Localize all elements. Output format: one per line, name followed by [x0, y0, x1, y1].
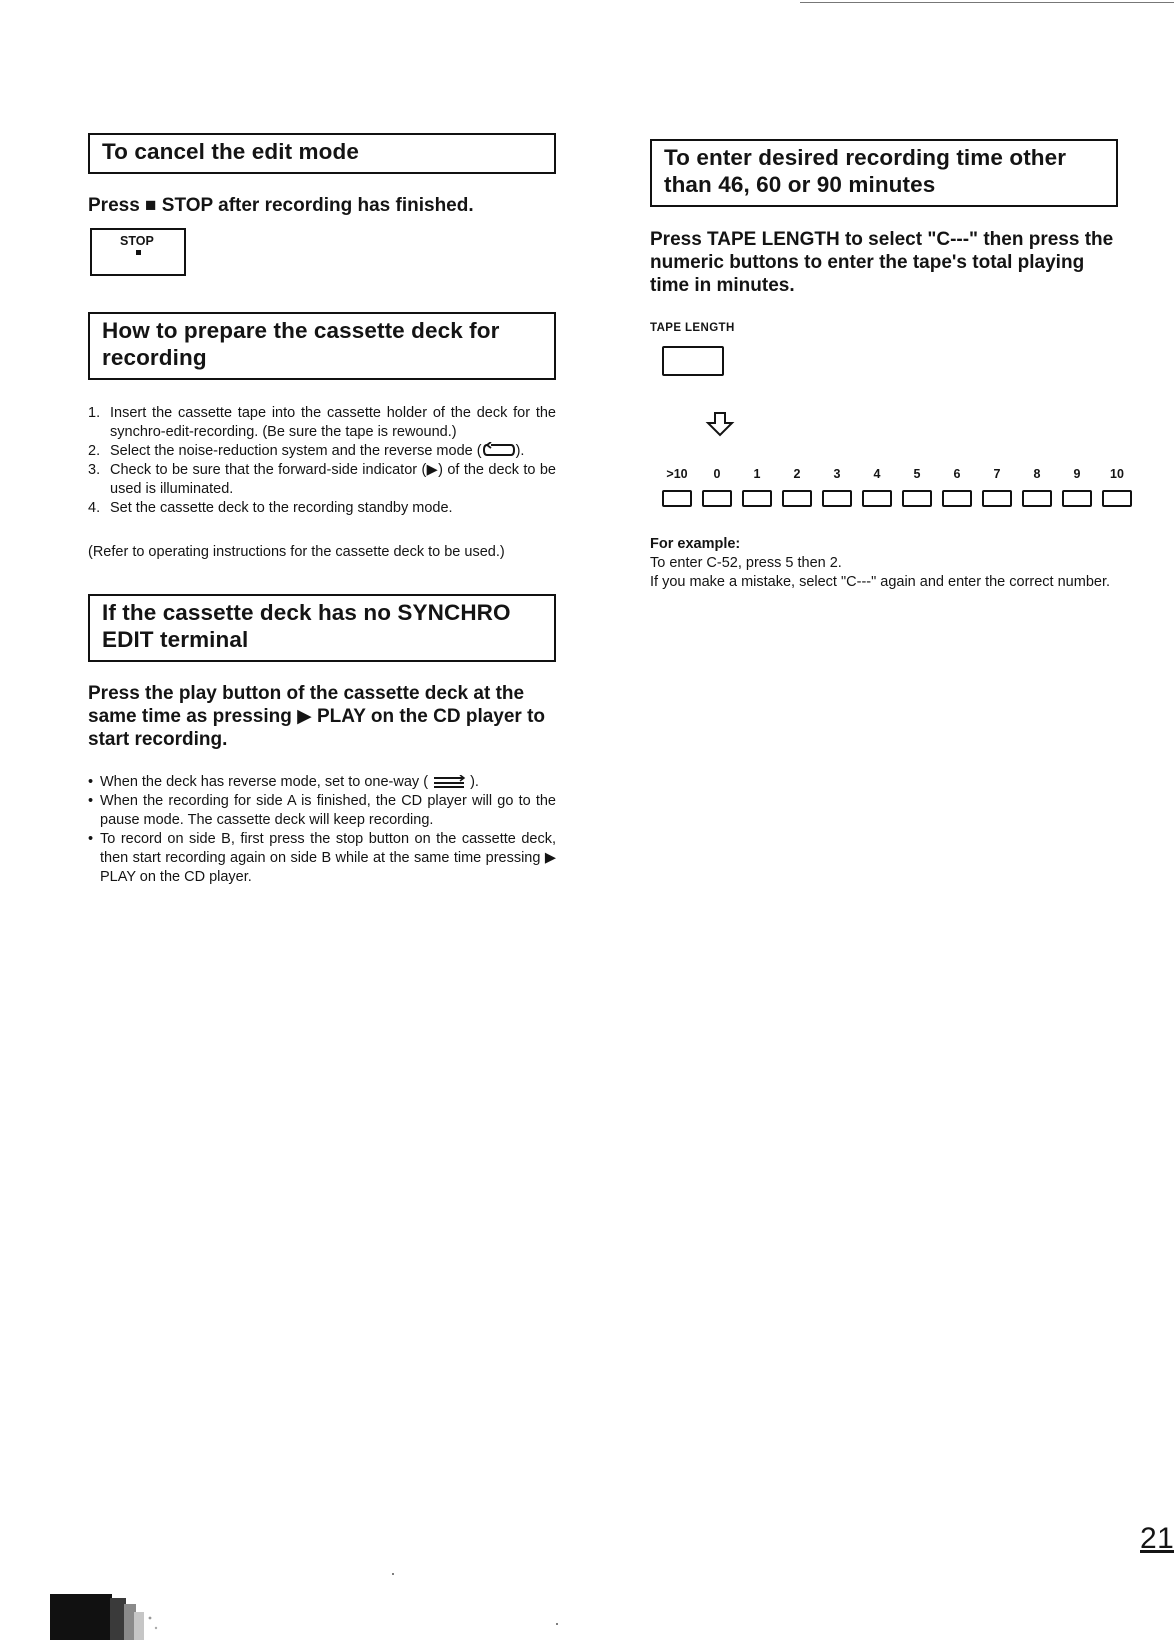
bullet-mark: •: [88, 793, 94, 809]
step-text-end: ).: [515, 443, 525, 459]
cancel-edit-heading: [88, 133, 556, 174]
bullet-text: To record on side B, first press the stop button on the cassette deck, then start recording again on side B while at the same time pressing ▶ PLAY on the CD player.: [100, 831, 556, 885]
numeric-key-label: 8: [1033, 467, 1041, 481]
numeric-key: [1102, 467, 1140, 523]
numeric-key: [942, 467, 980, 523]
numeric-key-label: 9: [1073, 467, 1081, 481]
tape-length-button-label: TAPE LENGTH: [650, 322, 735, 334]
stop-button-illustration: [90, 228, 186, 276]
tape-length-heading: [650, 139, 1118, 207]
no-synchro-bullet: [88, 792, 556, 830]
no-synchro-bullet: [88, 830, 556, 887]
scan-smudge: [50, 1588, 168, 1640]
tape-length-heading-line1: To enter desired recording time other: [664, 145, 1067, 170]
no-synchro-heading-line2: EDIT terminal: [102, 627, 249, 652]
bullet-text: When the recording for side A is finished, the CD player will go to the pause mode. The cassette deck will keep recording.: [100, 793, 556, 828]
numeric-key-button: [942, 490, 972, 507]
numeric-key-button: [822, 490, 852, 507]
prepare-step: [88, 461, 556, 499]
numeric-key-label: 2: [793, 467, 801, 481]
numeric-key-button: [902, 490, 932, 507]
numeric-key-label: 0: [713, 467, 721, 481]
numeric-key-button: [662, 490, 692, 507]
numeric-key-label: 4: [873, 467, 881, 481]
step-number: 1.: [88, 405, 101, 421]
example-block: [650, 535, 1118, 592]
no-synchro-heading: [88, 594, 556, 662]
tape-length-instruction: Press TAPE LENGTH to select "C---" then press the numeric buttons to enter the tape's total playing time in minutes.: [650, 229, 1114, 296]
numeric-key: [702, 467, 740, 523]
tape-length-button-illustration: [662, 346, 724, 376]
numeric-key-label: 5: [913, 467, 921, 481]
bullet-mark: •: [88, 774, 94, 790]
numeric-key-label: 1: [753, 467, 761, 481]
prepare-deck-heading: [88, 312, 556, 380]
bullet-text: When the deck has reverse mode, set to one-way (: [100, 774, 429, 790]
numeric-key-button: [1022, 490, 1052, 507]
page-number: 21: [1140, 1522, 1174, 1555]
scan-speck: [556, 1623, 558, 1625]
numeric-key: [782, 467, 820, 523]
numeric-key: [662, 467, 700, 523]
numeric-key-label: >10: [666, 467, 688, 481]
cancel-edit-heading-text: To cancel the edit mode: [102, 139, 359, 164]
numeric-key: [742, 467, 780, 523]
prepare-step: [88, 442, 556, 461]
no-synchro-bullets: [88, 773, 556, 887]
cancel-edit-instruction: Press ■ STOP after recording has finished.: [88, 195, 474, 216]
numeric-key: [902, 467, 940, 523]
numeric-key: [1062, 467, 1100, 523]
bullet-mark: •: [88, 831, 94, 847]
numeric-key-label: 7: [993, 467, 1001, 481]
down-arrow-icon: [705, 409, 735, 439]
prepare-steps-list: [88, 404, 556, 518]
no-synchro-instruction: Press the play button of the cassette deck at the same time as pressing ▶ PLAY on the CD player to start recording.: [88, 683, 546, 750]
numeric-key: [982, 467, 1020, 523]
example-title: For example:: [650, 536, 741, 552]
prepare-deck-heading-line2: recording: [102, 345, 207, 370]
numeric-key: [1022, 467, 1060, 523]
prepare-deck-heading-line1: How to prepare the cassette deck for: [102, 318, 500, 343]
numeric-key-button: [782, 490, 812, 507]
stop-square-icon: [136, 250, 141, 255]
step-text: Set the cassette deck to the recording standby mode.: [110, 500, 453, 516]
prepare-note: (Refer to operating instructions for the cassette deck to be used.): [88, 544, 505, 560]
numeric-key-button: [742, 490, 772, 507]
numeric-key-label: 6: [953, 467, 961, 481]
step-text: Select the noise-reduction system and the reverse mode (: [110, 443, 482, 459]
scan-speck: [392, 1573, 394, 1575]
step-text: Insert the cassette tape into the cassette holder of the deck for the synchro-edit-recording. (Be sure the tape is rewound.): [110, 405, 556, 440]
stop-button-label: STOP: [120, 234, 154, 248]
numeric-key-button: [1102, 490, 1132, 507]
numeric-key-button: [1062, 490, 1092, 507]
numeric-key-button: [702, 490, 732, 507]
numeric-key-label: 10: [1110, 467, 1124, 481]
example-line: To enter C-52, press 5 then 2.: [650, 555, 842, 571]
example-line: If you make a mistake, select "C---" again and enter the correct number.: [650, 574, 1110, 590]
prepare-step: [88, 499, 556, 518]
numeric-key: [862, 467, 900, 523]
step-number: 2.: [88, 443, 101, 459]
numeric-key-button: [862, 490, 892, 507]
step-number: 4.: [88, 500, 101, 516]
top-rule: [800, 2, 1174, 3]
no-synchro-bullet: [88, 773, 556, 792]
step-text: Check to be sure that the forward-side indicator (▶) of the deck to be used is illuminated.: [110, 462, 556, 497]
numeric-buttons-row: [662, 467, 1122, 523]
no-synchro-heading-line1: If the cassette deck has no SYNCHRO: [102, 600, 511, 625]
numeric-key-label: 3: [833, 467, 841, 481]
prepare-step: [88, 404, 556, 442]
numeric-key-button: [982, 490, 1012, 507]
one-way-icon: [432, 775, 466, 789]
step-number: 3.: [88, 462, 101, 478]
numeric-key: [822, 467, 860, 523]
tape-length-heading-line2: than 46, 60 or 90 minutes: [664, 172, 936, 197]
bullet-text-end: ).: [470, 774, 479, 790]
reverse-mode-icon: [482, 442, 516, 458]
